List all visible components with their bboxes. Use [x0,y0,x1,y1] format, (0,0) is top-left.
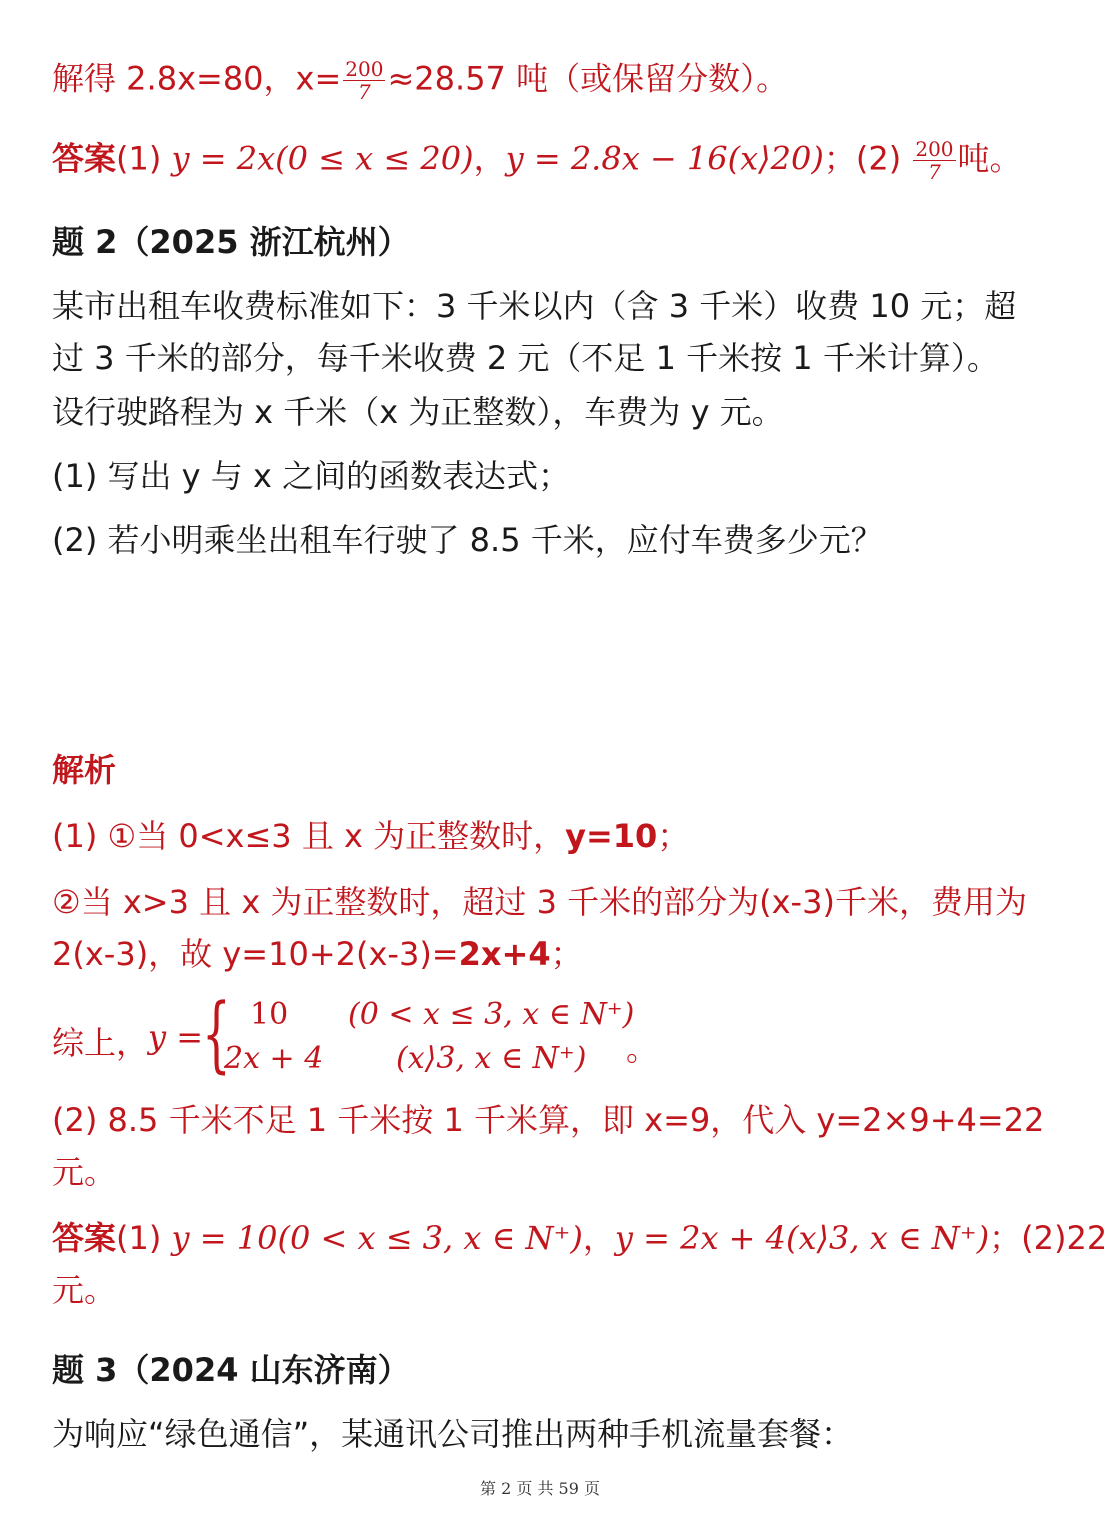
question-2-sub-1: (1) 写出 y 与 x 之间的函数表达式； [52,457,571,495]
question-2-text-1: 某市出租车收费标准如下：3 千米以内（含 3 千米）收费 10 元；超 [52,287,1017,325]
solution-label: 解析 [52,751,117,789]
question-2-text-2: 过 3 千米的部分，每千米收费 2 元（不足 1 千米按 1 千米计算）。 [52,339,999,377]
brace: { [202,987,231,1082]
answer-label: 答案 [52,1219,117,1257]
answer-line-2: 答案(1) y = 10(0 < x ≤ 3, x ∈ N⁺)，y = 2x + 4(x⟩3, x ∈ N⁺)；(2)22 [52,1219,1107,1257]
question-2-text-3: 设行驶路程为 x 千米（x 为正整数），车费为 y 元。 [52,393,784,431]
answer-line-1: 答案(1) y = 2x(0 ≤ x ≤ 20)，y = 2.8x − 16(x⟩20)；(2) $\frac{200}{7}$ 吨。 [52,137,1022,184]
solution-line-1: 解得 2.8x=80，x= $\frac{200}{7}$ ≈28.57 吨（或保留分数）。 [52,57,789,104]
question-2-title: 题 2（2025 浙江杭州） [52,223,410,261]
question-2-sub-2: (2) 若小明乘坐出租车行驶了 8.5 千米，应付车费多少元？ [52,521,883,559]
solution-2-line-4: (2) 8.5 千米不足 1 千米按 1 千米算，即 x=9，代入 y=2×9+4=22 [52,1101,1045,1139]
answer-line-2-cont: 元。 [52,1271,117,1309]
solution-2-line-5: 元。 [52,1153,117,1191]
page-footer: 第 2 页 共 59 页 [480,1479,600,1498]
solution-2-line-1: (1) ①当 0<x≤3 且 x 为正整数时，y=10； [52,817,690,855]
solution-2-line-3: 2(x-3)，故 y=10+2(x-3)=2x+4； [52,935,583,973]
solution-2-line-2: ②当 x>3 且 x 为正整数时，超过 3 千米的部分为(x-3)千米，费用为 [52,883,1027,921]
question-3-title: 题 3（2024 山东济南） [52,1351,410,1389]
answer-label: 答案 [52,139,117,178]
question-3-text-1: 为响应“绿色通信”，某通讯公司推出两种手机流量套餐： [52,1415,854,1453]
fraction: $\frac{200}{7}$ [345,57,384,104]
fraction: $\frac{200}{7}$ [915,137,954,184]
